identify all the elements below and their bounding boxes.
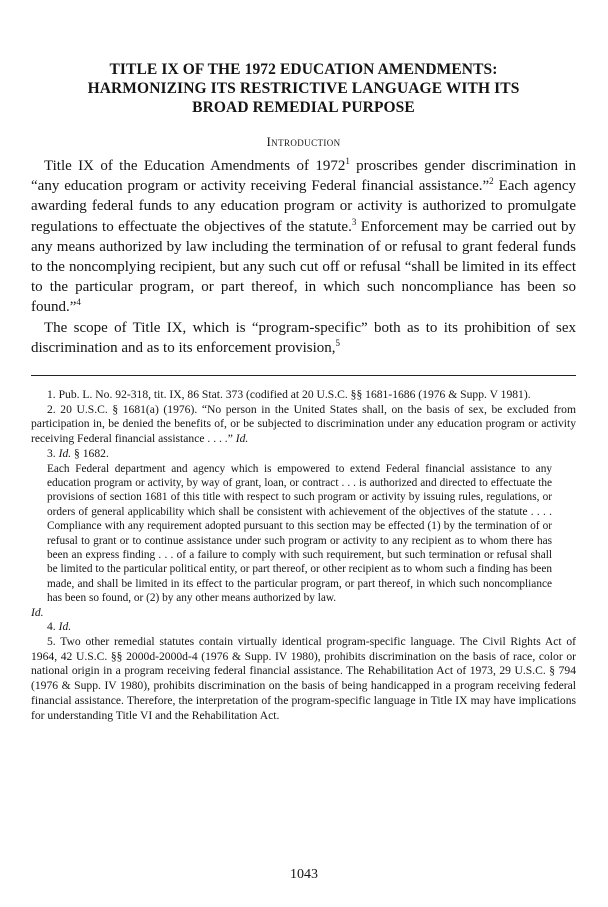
footnote-3-block-quote: Each Federal department and agency which is empowered to extend Federal financial assistance to any education program or activity, by way of grant, loan, or contract . . . is authorized and directed to effectuate the provisions of section 1681 of this title with respect to such program or activity by issuing rules, regulations, or orders of general applicability which shall be consistent with achievement of the objectives of the statute . . . . Compliance with any requirement adopted pursuant to this section may be effected (1) by the termination of or refusal to grant or to continue assistance under such program or activity to any recipient as to whom there has been an express finding . . . of a failure to comply with such requirement, but such termination or refusal shall be limited to the particular political entity, or part thereof, or other recipient as to whom such a finding has been made, and shall be limited in its effect to the particular program, or part thereof, in which such noncompliance has been so found, or (2) by any other means authorized by law. [47,462,552,605]
footnote-ref-3: 3 [351,216,357,227]
footnote-4-number: 4. [47,620,59,634]
footnote-2-text: 2. 20 U.S.C. § 1681(a) (1976). “No person in the United States shall, on the basis of sex, be excluded from participation in, be denied the benefits of, or be subjected to discrimination under any education program or activity receiving Federal financial assistance . . . .” [31,402,576,446]
paragraph-1-part-2: proscribes gender discrimination in “any education program or activity receiving Federal financial assistance.” [31,158,576,195]
footnote-ref-5: 5 [335,337,341,348]
paragraph-2 [31,318,576,358]
paragraph-1-part-4: Enforcement may be carried out by any means authorized by law including the termination of or refusal to grant federal funds to the noncomplying recipient, but any such cut off or refusal “shall be limited in its effect to the particular program, or part thereof, in which such noncompliance has been so found.” [31,218,576,316]
paragraph-1-part-1: Title IX of the Education Amendments of 1972 [44,158,346,174]
paragraph-1 [31,156,576,318]
paragraph-1-part-3: Each agency awarding federal funds to any education program or activity is authorized to promulgate regulations to effectuate the objectives of the statute. [31,178,577,235]
article-title [31,60,576,117]
title-line-3: BROAD REMEDIAL PURPOSE [192,99,415,116]
footnote-4 [31,620,576,635]
footnote-1: 1. Pub. L. No. 92-318, tit. IX, 86 Stat. 373 (codified at 20 U.S.C. §§ 1681-1686 (1976 & Supp. V 1981). [47,388,531,402]
footnote-divider [31,375,576,376]
page-number: 1043 [290,867,318,882]
paragraph-2-part-1: The scope of Title IX, which is “program-specific” both as to its prohibition of sex discrimination and as to its enforcement provision, [31,319,576,356]
title-line-1: TITLE IX OF THE 1972 EDUCATION AMENDMENTS: [109,61,498,78]
footnote-3-number: 3. [47,446,59,460]
footnote-3-after-cite: Id. [31,605,44,619]
footnote-2-cite: Id. [235,432,249,446]
footnote-ref-1: 1 [345,156,350,166]
footnote-2 [31,403,576,447]
footnote-ref-2: 2 [489,176,494,187]
page-content [31,60,576,723]
footnote-3-section: § 1682. [71,446,109,460]
title-line-2: HARMONIZING ITS RESTRICTIVE LANGUAGE WITH ITS [87,80,520,97]
footnote-3 [31,447,576,462]
footnote-3-cite: Id. [58,446,72,460]
footnote-4-cite: Id. [58,620,72,634]
footnote-ref-4: 4 [76,297,81,308]
footnote-5: 5. Two other remedial statutes contain virtually identical program-specific language. The Civil Rights Act of 1964, 42 U.S.C. §§ 2000d-2000d-4 (1976 & Supp. IV 1980), prohibits discrimination on the basis of race, color or national origin in a program receiving federal financial assistance. The Rehabilitation Act of 1973, 29 U.S.C. § 794 (1976 & Supp. IV 1980), prohibits discrimination on the basis of being handicapped in a program receiving federal financial assistance. Therefore, the interpretation of the program-specific language in Title IX may have implications for understanding Title VI and the Rehabilitation Act. [31,635,576,722]
section-heading: Introduction [266,134,341,149]
